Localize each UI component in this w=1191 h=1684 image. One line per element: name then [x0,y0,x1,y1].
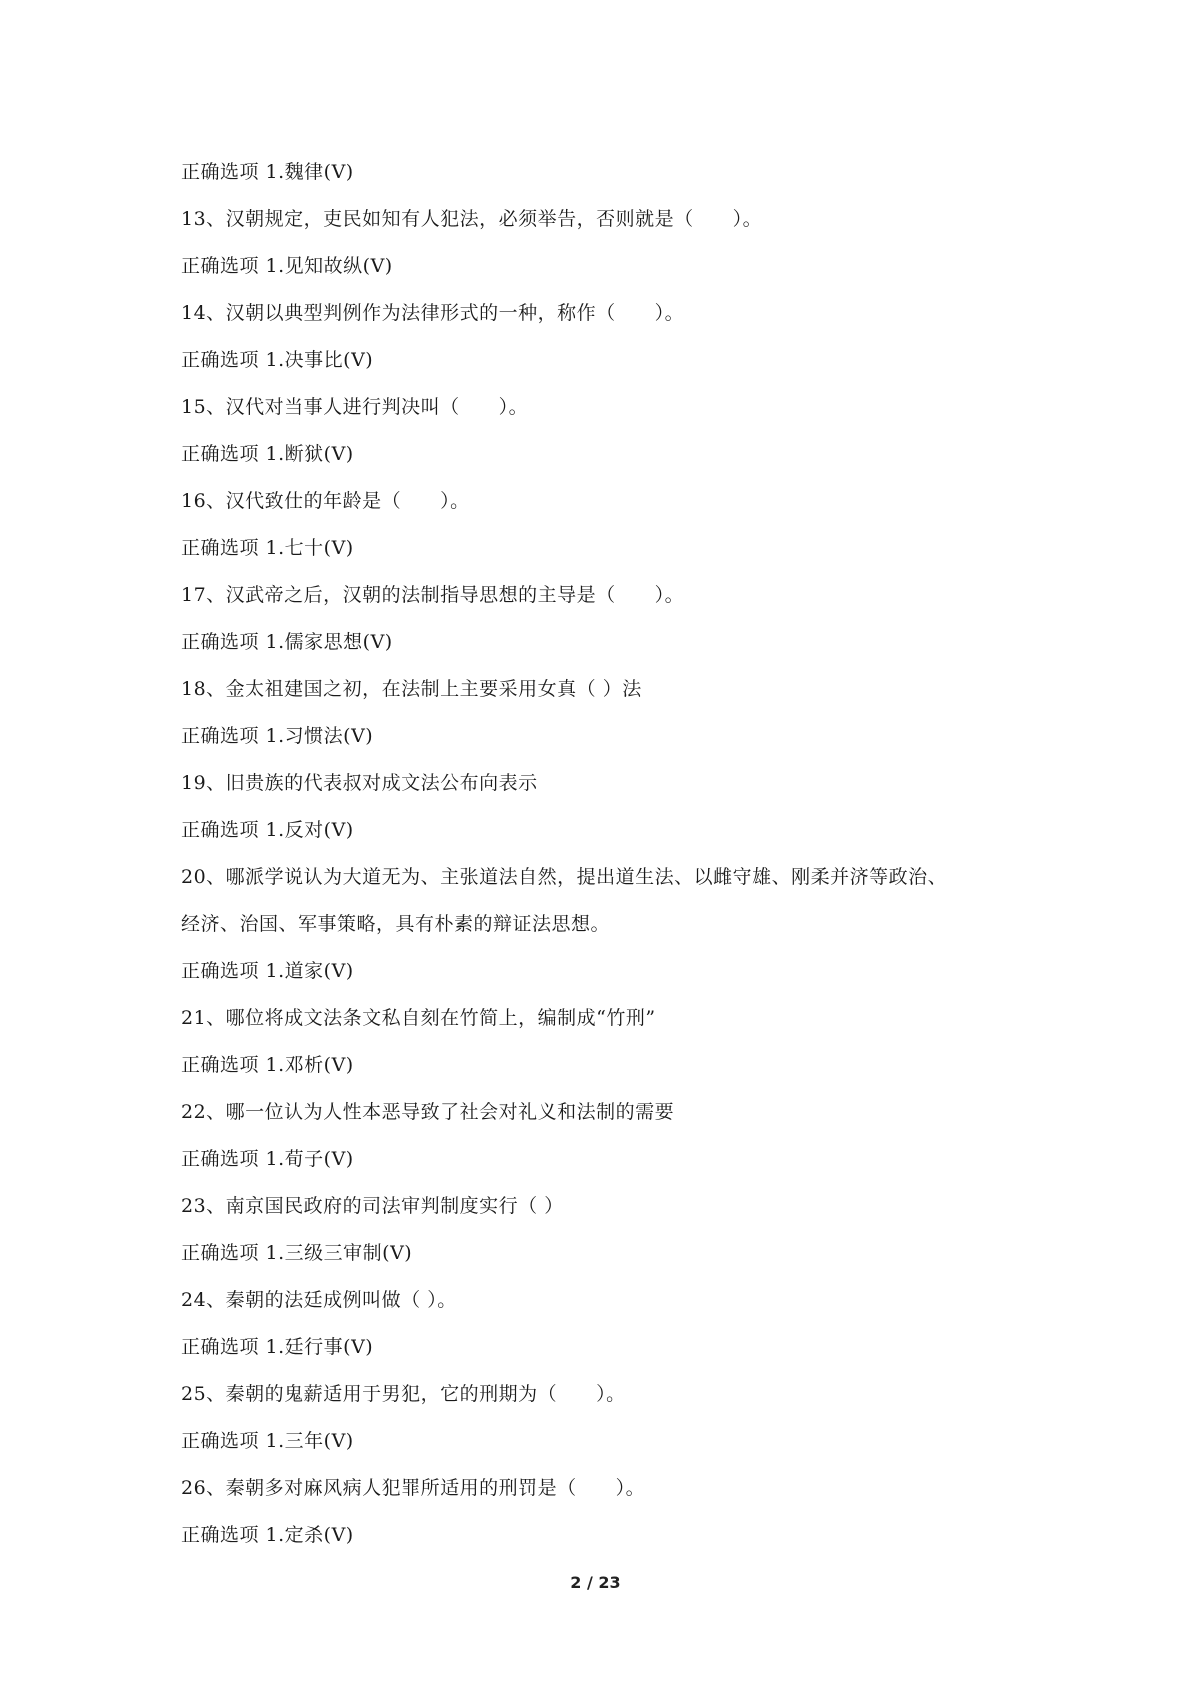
question-line: 17、汉武帝之后，汉朝的法制指导思想的主导是（ ）。 [181,584,685,606]
question-line: 24、秦朝的法廷成例叫做（ ）。 [181,1289,457,1311]
answer-line: 正确选项 1.道家(V) [181,960,354,982]
question-line: 13、汉朝规定，吏民如知有人犯法，必须举告，否则就是（ ）。 [181,208,763,230]
question-line: 16、汉代致仕的年龄是（ ）。 [181,490,470,512]
question-line: 20、哪派学说认为大道无为、主张道法自然，提出道生法、以雌守雄、刚柔并济等政治、 [181,866,948,888]
question-line: 19、旧贵族的代表叔对成文法公布向表示 [181,772,538,794]
page-number: 2 / 23 [570,1573,621,1592]
answer-line: 正确选项 1.定杀(V) [181,1524,354,1546]
answer-line: 正确选项 1.反对(V) [181,819,354,841]
answer-line: 正确选项 1.廷行事(V) [181,1336,374,1358]
answer-line: 正确选项 1.七十(V) [181,537,354,559]
question-line: 23、南京国民政府的司法审判制度实行（ ） [181,1195,564,1217]
question-list [181,149,1051,1559]
answer-line: 正确选项 1.荀子(V) [181,1148,354,1170]
question-line: 15、汉代对当事人进行判决叫（ ）。 [181,396,529,418]
answer-line: 正确选项 1.决事比(V) [181,349,374,371]
question-line: 22、哪一位认为人性本恶导致了社会对礼义和法制的需要 [181,1101,675,1123]
answer-line: 正确选项 1.断狱(V) [181,443,354,465]
answer-line: 正确选项 1.见知故纵(V) [181,255,393,277]
answer-line: 正确选项 1.邓析(V) [181,1054,354,1076]
answer-line: 正确选项 1.三级三审制(V) [181,1242,413,1264]
question-line: 18、金太祖建国之初，在法制上主要采用女真（ ）法 [181,678,642,700]
question-line: 25、秦朝的鬼薪适用于男犯，它的刑期为（ ）。 [181,1383,626,1405]
question-line: 21、哪位将成文法条文私自刻在竹简上，编制成“竹刑” [181,1007,656,1029]
question-line-continuation: 经济、治国、军事策略，具有朴素的辩证法思想。 [181,913,611,935]
answer-line: 正确选项 1.习惯法(V) [181,725,374,747]
answer-line: 正确选项 1.魏律(V) [181,161,354,183]
question-line: 14、汉朝以典型判例作为法律形式的一种，称作（ ）。 [181,302,685,324]
answer-line: 正确选项 1.儒家思想(V) [181,631,393,653]
answer-line: 正确选项 1.三年(V) [181,1430,354,1452]
question-line: 26、秦朝多对麻风病人犯罪所适用的刑罚是（ ）。 [181,1477,646,1499]
